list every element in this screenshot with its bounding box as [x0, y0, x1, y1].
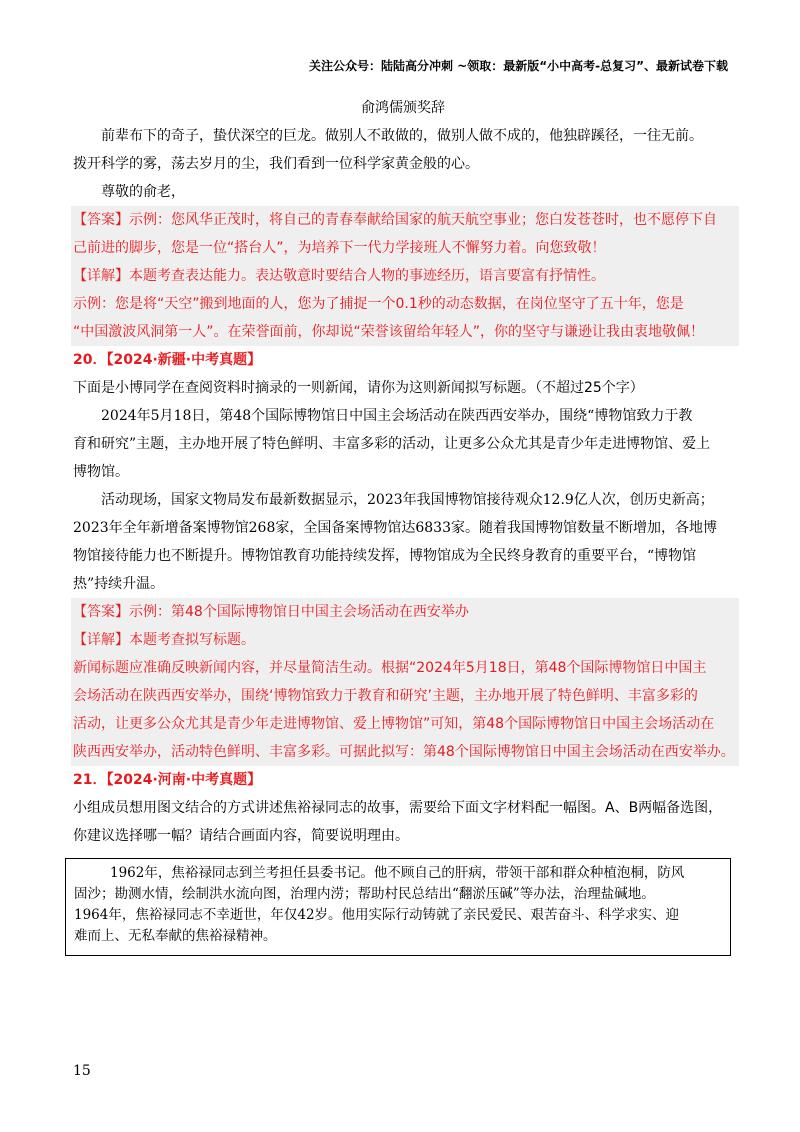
question-21-prompt: 你建议选择哪一幅？请结合画面内容，简要说明理由。: [73, 828, 409, 844]
award-line: 拨开科学的雾，荡去岁月的尘，我们看到一位科学家黄金般的心。: [73, 156, 479, 172]
news-line: 2024年5月18日，第48个国际博物馆日中国主会场活动在陕西西安举办，围绕“博物馆致力于教: [101, 408, 693, 424]
detail-line: 新闻标题应准确反映新闻内容，并尽量简洁生动。根据“2024年5月18日，第48个国际博物馆日中国主: [73, 660, 707, 676]
detail-line: 示例：您是将“天空”搬到地面的人，您为了捕捉一个0.1秒的动态数据，在岗位坚守了五十年，您是: [73, 296, 684, 312]
material-box: [65, 858, 731, 956]
detail-line: 【详解】本题考查表达能力。表达敬意时要结合人物的事迹经历，语言要富有抒情性。: [73, 268, 605, 284]
question-21-prompt: 小组成员想用图文结合的方式讲述焦裕禄同志的故事，需要给下面文字材料配一幅图。A、B两幅备选图，: [73, 800, 723, 816]
award-line: 前辈布下的奇子，蛰伏深空的巨龙。做别人不敢做的，做别人做不成的，他独辟蹊径，一往无前。: [101, 128, 703, 144]
detail-line: 陕西西安举办，活动特色鲜明、丰富多彩。可据此拟写：第48个国际博物馆日中国主会场活动在西安举办。: [73, 744, 735, 760]
detail-line: 会场活动在陕西西安举办，围绕‘博物馆致力于教育和研究’主题，主办地开展了特色鲜明、丰富多彩的: [73, 688, 698, 704]
news-line: 2023年全年新增备案博物馆268家，全国备案博物馆达6833家。随着我国博物馆数量不断增加，各地博: [73, 520, 717, 536]
award-line: 尊敬的俞老，: [101, 184, 185, 200]
page-content: [73, 94, 733, 956]
news-line: 育和研究”主题，主办地开展了特色鲜明、丰富多彩的活动，让更多公众尤其是青少年走进博物馆、爱上: [73, 436, 711, 452]
news-line: 活动现场，国家文物局发布最新数据显示，2023年我国博物馆接待观众12.9亿人次，创历史新高；: [101, 492, 714, 508]
question-20-prompt: 下面是小博同学在查阅资料时摘录的一则新闻，请你为这则新闻拟写标题。（不超过25个字）: [73, 380, 644, 396]
answer-block-20: [71, 598, 739, 766]
news-line: 热”持续升温。: [73, 576, 165, 592]
detail-line: 【详解】本题考查拟写标题。: [73, 632, 255, 648]
material-line: 1962年，焦裕禄同志到兰考担任县委书记。他不顾自己的肝病，带领干部和群众种植泡桐，防风: [110, 865, 685, 881]
question-20-heading: 20．【2024·新疆·中考真题】: [73, 352, 262, 368]
detail-line: 活动，让更多公众尤其是青少年走进博物馆、爱上博物馆”可知，第48个国际博物馆日中国主会场活动在: [73, 716, 715, 732]
page-header: 关注公众号：陆陆高分冲刺 ~领取：最新版“小中高考-总复习”、最新试卷下载: [309, 59, 728, 73]
answer-block-19: [71, 206, 739, 346]
material-line: 难而上、无私奉献的焦裕禄精神。: [74, 928, 277, 944]
question-21-heading: 21．【2024·河南·中考真题】: [73, 772, 262, 788]
answer-line: 【答案】示例：您风华正茂时，将自己的青春奉献给国家的航天航空事业；您白发苍苍时，也不愿停下自: [73, 212, 717, 228]
material-line: 1964年，焦裕禄同志不幸逝世，年仅42岁。他用实际行动铸就了亲民爱民、艰苦奋斗、科学求实、迎: [74, 907, 680, 923]
detail-line: “中国激波风洞第一人”。在荣誉面前，你却说“荣誉该留给年轻人”，你的坚守与谦逊让我由衷地敬佩！: [73, 324, 705, 340]
material-line: 固沙；勘测水情，绘制洪水流向图，治理内涝；帮助村民总结出“翻淤压碱”等办法，治理盐碱地。: [74, 886, 655, 902]
page-number: 15: [73, 1063, 91, 1079]
answer-line: 【答案】示例：第48个国际博物馆日中国主会场活动在西安举办: [73, 604, 469, 620]
answer-line: 己前进的脚步，您是一位“搭台人”，为培养下一代力学接班人不懈努力着。向您致敬！: [73, 240, 606, 256]
news-line: 博物馆。: [73, 464, 129, 480]
award-title: 俞鸿儒颁奖辞: [361, 100, 445, 116]
news-line: 物馆接待能力也不断提升。博物馆教育功能持续发挥，博物馆成为全民终身教育的重要平台，“博物馆: [73, 548, 697, 564]
